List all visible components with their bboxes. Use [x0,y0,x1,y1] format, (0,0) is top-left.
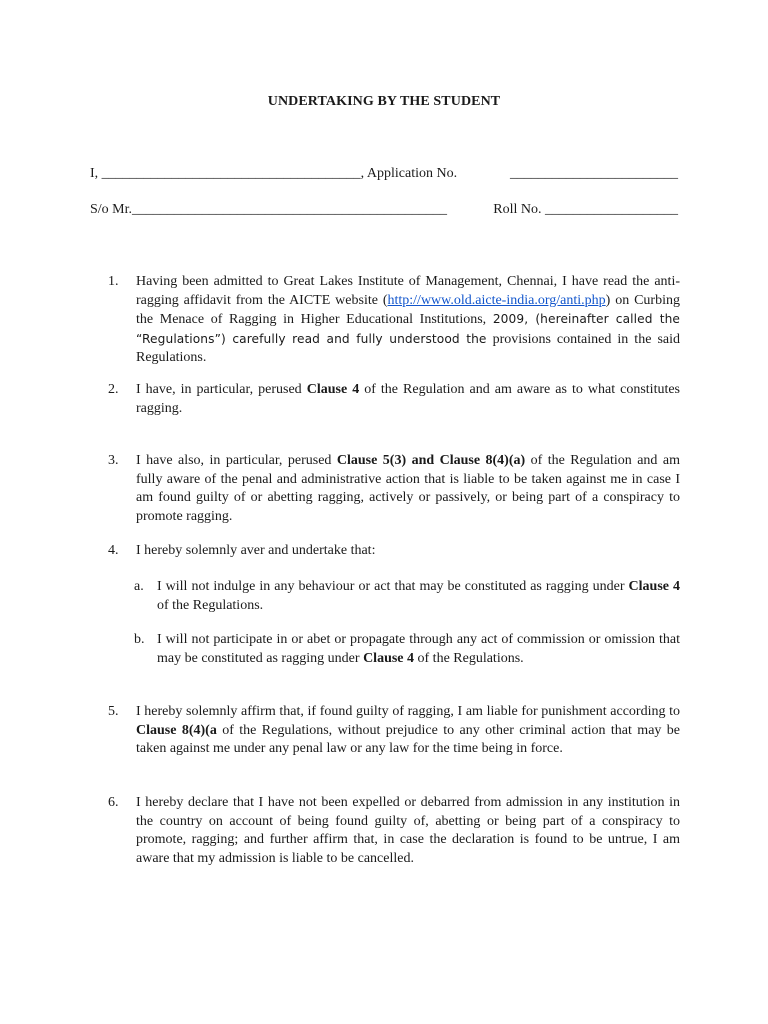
list-item-2 [108,381,680,418]
list-item-5 [108,703,680,759]
document-title: UNDERTAKING BY THE STUDENT [267,94,501,109]
item-number: 1. [108,274,119,289]
clause-reference: Clause 5(3) and Clause 8(4)(a) [336,453,526,468]
list-item-1 [108,273,680,368]
applicant-line [90,165,678,184]
father-name-field[interactable]: S/o Mr._____________________________________________ [90,202,448,217]
item-text: I hereby declare that I have not been expelled or debarred from admission in any institution in the country on account of being found guilty of, abetting or being part of a conspiracy to promote, ragging; and further affirm that, in case the declaration is found to be untrue, I am aware that my admission is liable to be cancelled. [136,795,680,866]
name-application-field[interactable]: I, _____________________________________, Application No. [90,166,458,181]
application-number-field[interactable]: ________________________ [510,166,678,181]
item-text: I have also, in particular, perused Clause 5(3) and Clause 8(4)(a) of the Regulation and am fully aware of the penal and administrative action that is liable to be taken against me in case I am found guilty of or abetting ragging, actively or passively, or being part of a conspiracy to promote ragging. [136,453,680,524]
item-text: Having been admitted to Great Lakes Institute of Management, Chennai, I have read the anti-ragging affidavit from the AICTE website (http://www.old.aicte-india.org/anti.php) on Curbing the Menace of Ragging in Higher Educational Institutions, 2009, (hereinafter called the “Regulations”) carefully read and fully understood the provisions contained in the said Regulations. [136,274,680,365]
item-number: 3. [108,453,119,468]
item-number: 6. [108,795,119,810]
sub-item-text: I will not participate in or abet or propagate through any act of commission or omission that may be constituted as ragging under Clause 4 of the Regulations. [157,632,680,666]
item-text: I hereby solemnly affirm that, if found guilty of ragging, I am liable for punishment according to Clause 8(4)(a of the Regulations, without prejudice to any other criminal action that may be taken against me under any penal law or any law for the time being in force. [136,704,681,756]
roll-number-field[interactable]: Roll No. ___________________ [493,202,678,217]
item-number: 2. [108,382,119,397]
clause-reference: Clause 4 [363,650,415,666]
clause-reference: Clause 4 [628,579,681,594]
sub-item-letter: a. [134,579,144,594]
list-item-4 [108,542,680,561]
aicte-link[interactable]: http://www.old.aicte-india.org/anti.php [387,292,606,308]
sub-item-a [134,578,680,615]
parent-roll-line [90,201,678,220]
item-text: I have, in particular, perused Clause 4 of the Regulation and am aware as to what constitutes ragging. [136,382,681,416]
clause-reference: Clause 8(4)(a [136,722,217,738]
clause-reference: Clause 4 [306,382,360,397]
sub-item-b [134,631,680,668]
sub-item-letter: b. [134,632,145,647]
item-text: I hereby solemnly aver and undertake that: [136,543,376,558]
sub-item-text: I will not indulge in any behaviour or act that may be constituted as ragging under Clause 4 of the Regulations. [157,579,681,613]
list-item-6 [108,794,680,868]
list-item-3 [108,452,680,526]
item-number: 4. [108,543,119,558]
item-number: 5. [108,704,119,719]
